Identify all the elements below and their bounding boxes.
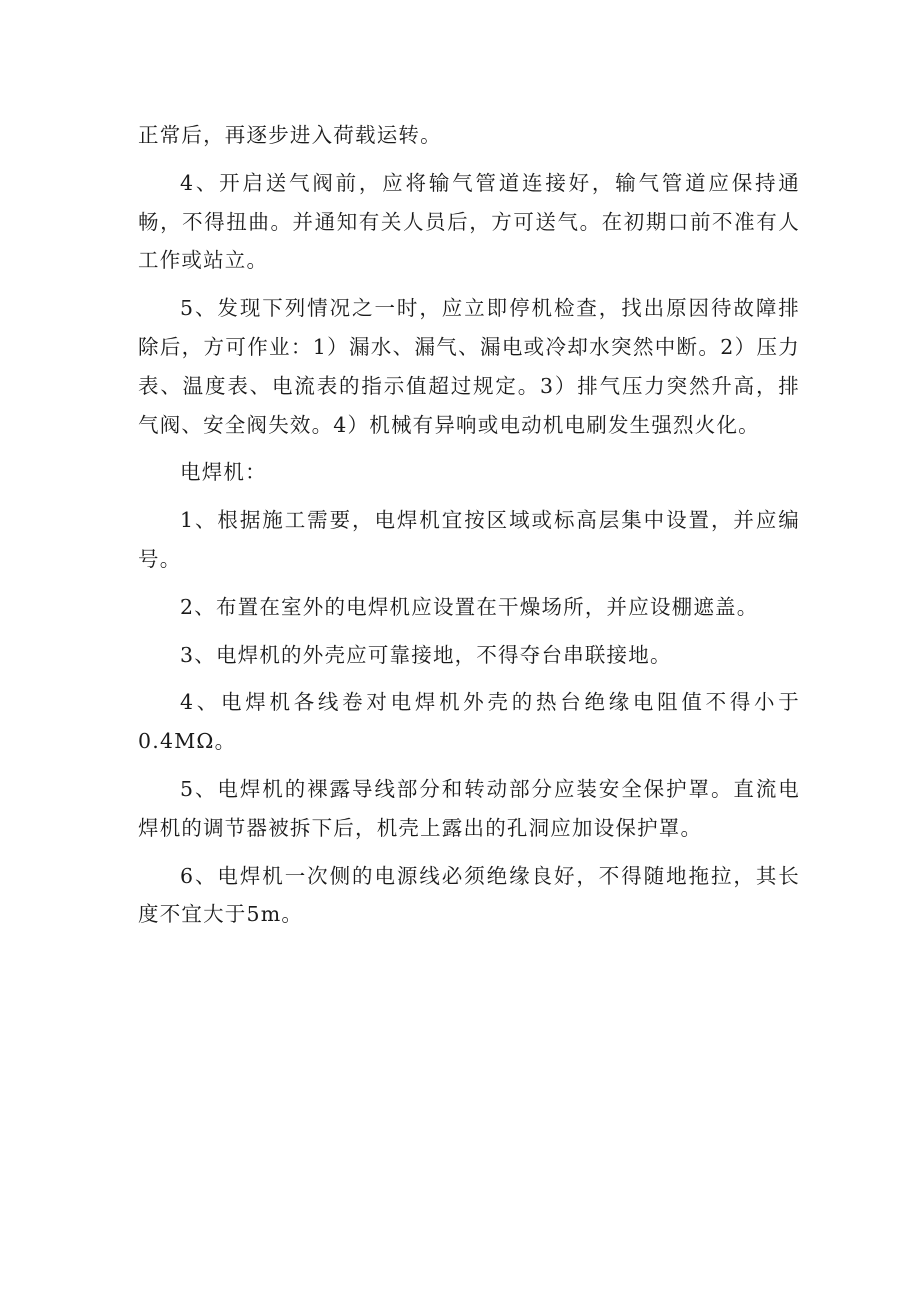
paragraph-welder-item-2: 2、布置在室外的电焊机应设置在干燥场所，并应设棚遮盖。 [180, 594, 759, 619]
section-heading-welder: 电焊机： [180, 460, 267, 485]
document-body [138, 116, 800, 943]
paragraph-welder-item-3: 3、电焊机的外壳应可靠接地，不得夺台串联接地。 [180, 642, 672, 667]
paragraph-continuation: 正常后，再逐步进入荷载运转。 [138, 123, 442, 147]
paragraph-item-5-stop-check: 5、发现下列情况之一时，应立即停机检查，找出原因待故障排除后，方可作业：1）漏水、漏气、漏电或冷却水突然中断。2）压力表、温度表、电流表的指示值超过规定。3）排气压力突然升高，排气阀、安全阀失效。4）机械有异响或电动机电刷发生强烈火化。 [138, 296, 800, 437]
paragraph-welder-item-6: 6、电焊机一次侧的电源线必须绝缘良好，不得随地拖拉，其长度不宜大于5m。 [138, 863, 800, 927]
paragraph-welder-item-4: 4、电焊机各线卷对电焊机外壳的热台绝缘电阻值不得小于0.4MΩ。 [138, 690, 800, 754]
paragraph-welder-item-5: 5、电焊机的裸露导线部分和转动部分应装安全保护罩。直流电焊机的调节器被拆下后，机壳上露出的孔洞应加设保护罩。 [138, 776, 800, 840]
paragraph-welder-item-1: 1、根据施工需要，电焊机宜按区域或标高层集中设置，并应编号。 [138, 508, 800, 571]
paragraph-item-4-air-valve: 4、开启送气阀前，应将输气管道连接好，输气管道应保持通畅，不得扭曲。并通知有关人员后，方可送气。在初期口前不准有人工作或站立。 [138, 170, 800, 273]
